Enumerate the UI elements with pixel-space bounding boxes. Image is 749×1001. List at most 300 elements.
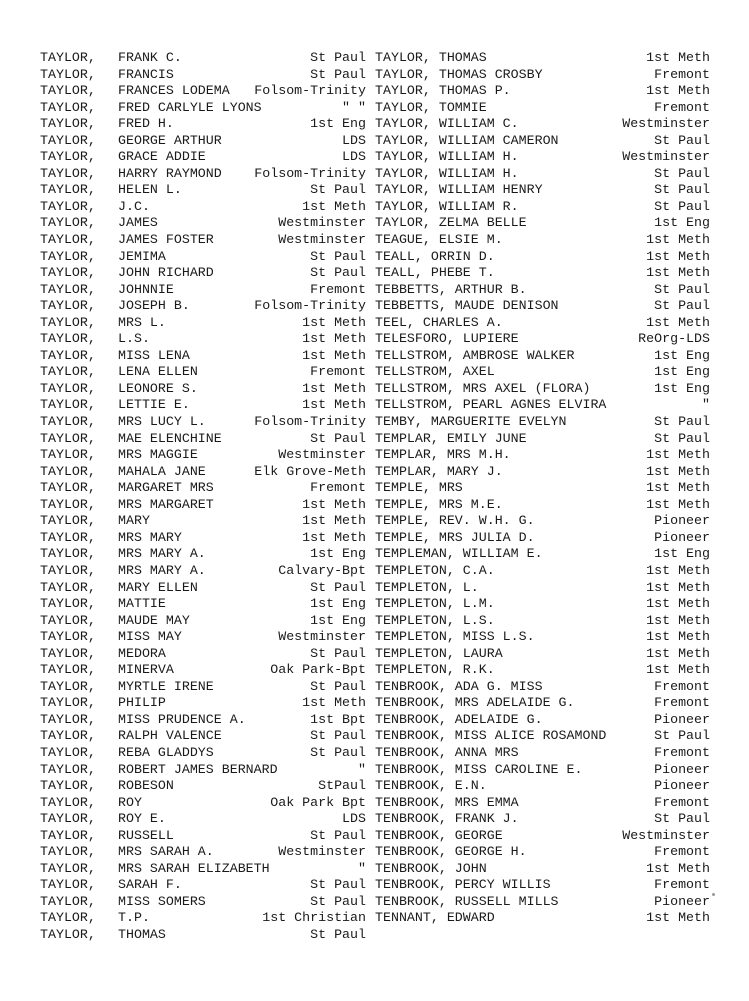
entry-row	[375, 828, 710, 845]
full-name: TEMBY, MARGUERITE EVELYN	[375, 414, 567, 430]
entry-row	[40, 166, 366, 183]
full-name: TENBROOK, RUSSELL MILLS	[375, 893, 559, 909]
entry-row	[40, 414, 366, 431]
given-name: MINERVA	[118, 662, 174, 678]
entry-row	[40, 811, 366, 828]
surname: TAYLOR,	[40, 562, 96, 578]
surname: TAYLOR,	[40, 347, 96, 363]
entry-row	[375, 199, 710, 216]
church: Folsom-Trinity	[254, 414, 366, 430]
surname: TAYLOR,	[40, 678, 96, 694]
full-name: TELESFORO, LUPIERE	[375, 331, 519, 347]
given-name: MRS MARY	[118, 529, 182, 545]
surname: TAYLOR,	[40, 281, 96, 297]
church: Pioneer	[654, 513, 710, 529]
entry-row	[40, 894, 366, 911]
full-name: TENBROOK, ADELAIDE G.	[375, 711, 543, 727]
entry-row	[375, 580, 710, 597]
entry-row	[375, 546, 710, 563]
church: LDS	[342, 149, 366, 165]
given-name: THOMAS	[118, 926, 166, 942]
surname: TAYLOR,	[40, 827, 96, 843]
entry-row	[40, 348, 366, 365]
entry-row	[375, 480, 710, 497]
full-name: TEMPLETON, LAURA	[375, 645, 503, 661]
entry-row	[40, 613, 366, 630]
church: 1st Meth	[646, 447, 710, 463]
given-name: MATTIE	[118, 596, 166, 612]
church: St Paul	[654, 298, 710, 314]
church: St Paul	[654, 281, 710, 297]
entry-row	[40, 431, 366, 448]
church: Westminster	[278, 844, 366, 860]
given-name: MARY	[118, 513, 150, 529]
church: Pioneer	[654, 778, 710, 794]
full-name: TAYLOR, WILLIAM H.	[375, 165, 519, 181]
surname: TAYLOR,	[40, 83, 96, 99]
full-name: TEMPLETON, L.M.	[375, 596, 495, 612]
entry-row	[40, 133, 366, 150]
entry-row	[40, 381, 366, 398]
church: 1st Eng	[310, 546, 366, 562]
given-name: ROY E.	[118, 811, 166, 827]
church: 1st Meth	[646, 629, 710, 645]
given-name: MISS LENA	[118, 347, 190, 363]
entry-row	[40, 282, 366, 299]
church: 1st Meth	[302, 496, 366, 512]
church: Calvary-Bpt	[278, 562, 366, 578]
entry-row	[375, 100, 710, 117]
entry-row	[40, 877, 366, 894]
full-name: TEMPLE, REV. W.H. G.	[375, 513, 535, 529]
church: 1st Eng	[310, 596, 366, 612]
surname: TAYLOR,	[40, 546, 96, 562]
church: St Paul	[310, 728, 366, 744]
surname: TAYLOR,	[40, 629, 96, 645]
entry-row	[375, 728, 710, 745]
given-name: FRED CARLYLE LYONS	[118, 99, 262, 115]
entry-row	[375, 67, 710, 84]
full-name: TENBROOK, GEORGE	[375, 827, 503, 843]
entry-row	[375, 414, 710, 431]
surname: TAYLOR,	[40, 877, 96, 893]
entry-row	[40, 331, 366, 348]
entry-row	[40, 646, 366, 663]
church: 1st Meth	[646, 50, 710, 65]
church: St Paul	[310, 744, 366, 760]
church: StPaul	[318, 778, 366, 794]
entry-row	[375, 530, 710, 547]
entry-row	[375, 116, 710, 133]
entry-row	[40, 232, 366, 249]
given-name: MAHALA JANE	[118, 463, 206, 479]
full-name: TELLSTROM, AMBROSE WALKER	[375, 347, 575, 363]
surname: TAYLOR,	[40, 66, 96, 82]
entry-row	[375, 166, 710, 183]
entry-row	[375, 877, 710, 894]
entry-row	[40, 149, 366, 166]
church: 1st Eng	[654, 546, 710, 562]
given-name: FRANCIS	[118, 66, 174, 82]
surname: TAYLOR,	[40, 132, 96, 148]
church: 1st Eng	[654, 215, 710, 231]
full-name: TENBROOK, JOHN	[375, 860, 487, 876]
entry-row	[40, 712, 366, 729]
church: 1st Meth	[302, 314, 366, 330]
entry-row	[40, 116, 366, 133]
full-name: TENBROOK, PERCY WILLIS	[375, 877, 551, 893]
given-name: ROBESON	[118, 778, 174, 794]
given-name: PHILIP	[118, 695, 166, 711]
church: Folsom-Trinity	[254, 83, 366, 99]
church: 1st Meth	[646, 480, 710, 496]
church: Oak Park-Bpt	[270, 662, 366, 678]
entry-row	[375, 894, 710, 911]
church: 1st Eng	[310, 116, 366, 132]
surname: TAYLOR,	[40, 910, 96, 926]
full-name: TAYLOR, WILLIAM H.	[375, 149, 519, 165]
surname: TAYLOR,	[40, 149, 96, 165]
church: Westminster	[622, 149, 710, 165]
church: St Paul	[310, 827, 366, 843]
church: 1st Meth	[646, 83, 710, 99]
entry-row	[375, 265, 710, 282]
given-name: MRS MARGARET	[118, 496, 214, 512]
full-name: TAYLOR, THOMAS	[375, 50, 487, 65]
full-name: TENBROOK, ADA G. MISS	[375, 678, 543, 694]
church: St Paul	[654, 198, 710, 214]
entry-row	[375, 679, 710, 696]
full-name: TEALL, ORRIN D.	[375, 248, 495, 264]
church: 1st Meth	[302, 331, 366, 347]
surname: TAYLOR,	[40, 314, 96, 330]
given-name: SARAH F.	[118, 877, 182, 893]
surname: TAYLOR,	[40, 298, 96, 314]
entry-row	[375, 795, 710, 812]
church: St Paul	[310, 66, 366, 82]
full-name: TENNANT, EDWARD	[375, 910, 495, 926]
surname: TAYLOR,	[40, 364, 96, 380]
entry-row	[40, 397, 366, 414]
entry-row	[375, 811, 710, 828]
surname: TAYLOR,	[40, 182, 96, 198]
church: St Paul	[654, 182, 710, 198]
surname: TAYLOR,	[40, 529, 96, 545]
church: Oak Park Bpt	[270, 794, 366, 810]
church: 1st Meth	[302, 529, 366, 545]
entry-row	[40, 182, 366, 199]
surname: TAYLOR,	[40, 794, 96, 810]
church: Fremont	[310, 281, 366, 297]
given-name: MISS PRUDENCE A.	[118, 711, 246, 727]
full-name: TAYLOR, ZELMA BELLE	[375, 215, 527, 231]
full-name: TENBROOK, MISS ALICE ROSAMOND	[375, 728, 607, 744]
full-name: TEAGUE, ELSIE M.	[375, 232, 503, 248]
full-name: TAYLOR, THOMAS CROSBY	[375, 66, 543, 82]
church: St Paul	[310, 579, 366, 595]
paper-speck	[712, 893, 715, 896]
surname: TAYLOR,	[40, 761, 96, 777]
full-name: TEMPLAR, MRS M.H.	[375, 447, 511, 463]
given-name: ROY	[118, 794, 142, 810]
church: Pioneer	[654, 893, 710, 909]
entry-row	[40, 215, 366, 232]
entry-row	[40, 679, 366, 696]
surname: TAYLOR,	[40, 414, 96, 430]
church: Westminster	[622, 116, 710, 132]
entry-row	[40, 580, 366, 597]
full-name: TEMPLAR, EMILY JUNE	[375, 430, 527, 446]
church: St Paul	[310, 50, 366, 65]
surname: TAYLOR,	[40, 265, 96, 281]
entry-row	[40, 795, 366, 812]
entry-row	[40, 67, 366, 84]
surname: TAYLOR,	[40, 711, 96, 727]
given-name: HARRY RAYMOND	[118, 165, 222, 181]
entry-row	[40, 828, 366, 845]
entry-row	[375, 133, 710, 150]
surname: TAYLOR,	[40, 215, 96, 231]
entry-row	[40, 596, 366, 613]
given-name: MAUDE MAY	[118, 612, 190, 628]
church: 1st Meth	[302, 397, 366, 413]
given-name: FRED H.	[118, 116, 174, 132]
full-name: TEMPLETON, L.	[375, 579, 479, 595]
entry-row	[375, 249, 710, 266]
church: 1st Meth	[646, 910, 710, 926]
church: Westminster	[278, 447, 366, 463]
full-name: TAYLOR, WILLIAM HENRY	[375, 182, 543, 198]
entry-row	[40, 861, 366, 878]
entry-row	[375, 381, 710, 398]
church: 1st Meth	[302, 695, 366, 711]
church: 1st Meth	[302, 198, 366, 214]
given-name: MRS MAGGIE	[118, 447, 198, 463]
church: Fremont	[654, 66, 710, 82]
surname: TAYLOR,	[40, 513, 96, 529]
church: Folsom-Trinity	[254, 165, 366, 181]
surname: TAYLOR,	[40, 116, 96, 132]
church: St Paul	[654, 728, 710, 744]
church: "	[358, 860, 366, 876]
entry-row	[40, 83, 366, 100]
entry-row	[40, 249, 366, 266]
church: 1st Meth	[646, 562, 710, 578]
entry-row	[375, 364, 710, 381]
church: Westminster	[278, 629, 366, 645]
church: ReOrg-LDS	[638, 331, 710, 347]
given-name: GEORGE ARTHUR	[118, 132, 222, 148]
church: Fremont	[654, 877, 710, 893]
entry-row	[375, 447, 710, 464]
entry-row	[40, 265, 366, 282]
full-name: TELLSTROM, AXEL	[375, 364, 495, 380]
church: LDS	[342, 132, 366, 148]
church: Westminster	[622, 827, 710, 843]
given-name: MARGARET MRS	[118, 480, 214, 496]
given-name: HELEN L.	[118, 182, 182, 198]
church: 1st Meth	[646, 265, 710, 281]
entry-row	[375, 762, 710, 779]
church: Fremont	[654, 844, 710, 860]
full-name: TENBROOK, MRS ADELAIDE G.	[375, 695, 575, 711]
full-name: TEMPLAR, MARY J.	[375, 463, 503, 479]
church: Fremont	[654, 99, 710, 115]
church: 1st Meth	[302, 347, 366, 363]
given-name: LENA ELLEN	[118, 364, 198, 380]
church: St Paul	[310, 430, 366, 446]
entry-row	[375, 464, 710, 481]
church: St Paul	[654, 165, 710, 181]
surname: TAYLOR,	[40, 860, 96, 876]
entry-row	[375, 695, 710, 712]
surname: TAYLOR,	[40, 165, 96, 181]
entry-row	[375, 513, 710, 530]
surname: TAYLOR,	[40, 844, 96, 860]
full-name: TAYLOR, WILLIAM R.	[375, 198, 519, 214]
entry-row	[375, 331, 710, 348]
full-name: TEMPLE, MRS M.E.	[375, 496, 503, 512]
given-name: FRANCES LODEMA	[118, 83, 230, 99]
surname: TAYLOR,	[40, 728, 96, 744]
entry-row	[375, 282, 710, 299]
given-name: MRS SARAH ELIZABETH	[118, 860, 270, 876]
entry-row	[375, 712, 710, 729]
entry-row	[40, 199, 366, 216]
entry-row	[40, 910, 366, 927]
full-name: TAYLOR, WILLIAM CAMERON	[375, 132, 559, 148]
given-name: GRACE ADDIE	[118, 149, 206, 165]
surname: TAYLOR,	[40, 926, 96, 942]
full-name: TENBROOK, MISS CAROLINE E.	[375, 761, 583, 777]
church: St Paul	[654, 414, 710, 430]
full-name: TENBROOK, MRS EMMA	[375, 794, 519, 810]
surname: TAYLOR,	[40, 397, 96, 413]
given-name: MRS L.	[118, 314, 166, 330]
entry-row	[375, 215, 710, 232]
entry-row	[40, 464, 366, 481]
surname: TAYLOR,	[40, 612, 96, 628]
church: Fremont	[310, 480, 366, 496]
surname: TAYLOR,	[40, 480, 96, 496]
surname: TAYLOR,	[40, 662, 96, 678]
surname: TAYLOR,	[40, 380, 96, 396]
entry-row	[40, 728, 366, 745]
given-name: MISS MAY	[118, 629, 182, 645]
entry-row	[375, 397, 710, 414]
church: St Paul	[310, 265, 366, 281]
entry-row	[375, 497, 710, 514]
entry-row	[40, 745, 366, 762]
given-name: RUSSELL	[118, 827, 174, 843]
church: Pioneer	[654, 711, 710, 727]
church: 1st Eng	[654, 364, 710, 380]
given-name: JOSEPH B.	[118, 298, 190, 314]
surname: TAYLOR,	[40, 778, 96, 794]
church: LDS	[342, 811, 366, 827]
entry-row	[40, 762, 366, 779]
full-name: TENBROOK, E.N.	[375, 778, 487, 794]
given-name: MRS MARY A.	[118, 562, 206, 578]
full-name: TEMPLETON, L.S.	[375, 612, 495, 628]
given-name: ROBERT JAMES BERNARD	[118, 761, 278, 777]
church: 1st Meth	[302, 380, 366, 396]
church: Elk Grove-Meth	[254, 463, 366, 479]
entry-row	[375, 348, 710, 365]
entry-row	[375, 298, 710, 315]
church: 1st Meth	[646, 314, 710, 330]
surname: TAYLOR,	[40, 596, 96, 612]
full-name: TELLSTROM, MRS AXEL (FLORA)	[375, 380, 591, 396]
given-name: JAMES	[118, 215, 158, 231]
church: 1st Meth	[646, 463, 710, 479]
full-name: TENBROOK, FRANK J.	[375, 811, 519, 827]
entry-row	[375, 563, 710, 580]
entry-row	[375, 778, 710, 795]
church: Westminster	[278, 215, 366, 231]
entry-row	[375, 596, 710, 613]
entry-row	[40, 364, 366, 381]
church: 1st Meth	[302, 513, 366, 529]
church: Fremont	[654, 678, 710, 694]
entry-row	[40, 480, 366, 497]
entry-row	[40, 695, 366, 712]
entry-row	[375, 662, 710, 679]
given-name: MEDORA	[118, 645, 166, 661]
church: Fremont	[654, 695, 710, 711]
surname: TAYLOR,	[40, 579, 96, 595]
full-name: TEMPLETON, C.A.	[375, 562, 495, 578]
church: "	[702, 397, 710, 413]
entry-row	[375, 613, 710, 630]
church: St Paul	[310, 182, 366, 198]
full-name: TAYLOR, WILLIAM C.	[375, 116, 519, 132]
entry-row	[375, 629, 710, 646]
entry-row	[40, 447, 366, 464]
entry-row	[375, 910, 710, 927]
surname: TAYLOR,	[40, 430, 96, 446]
given-name: RALPH VALENCE	[118, 728, 222, 744]
church: 1st Meth	[646, 496, 710, 512]
surname: TAYLOR,	[40, 811, 96, 827]
full-name: TEBBETTS, ARTHUR B.	[375, 281, 527, 297]
full-name: TEALL, PHEBE T.	[375, 265, 495, 281]
entry-row	[375, 861, 710, 878]
church: St Paul	[310, 678, 366, 694]
full-name: TEBBETTS, MAUDE DENISON	[375, 298, 559, 314]
surname: TAYLOR,	[40, 99, 96, 115]
church: 1st Meth	[646, 232, 710, 248]
given-name: REBA GLADDYS	[118, 744, 214, 760]
entry-row	[375, 844, 710, 861]
church: St Paul	[310, 645, 366, 661]
church: " "	[342, 99, 366, 115]
church: St Paul	[310, 893, 366, 909]
church: 1st Bpt	[310, 711, 366, 727]
church: Pioneer	[654, 761, 710, 777]
church: 1st Meth	[646, 612, 710, 628]
entry-row	[375, 182, 710, 199]
church: Pioneer	[654, 529, 710, 545]
full-name: TAYLOR, TOMMIE	[375, 99, 487, 115]
full-name: TEMPLE, MRS JULIA D.	[375, 529, 535, 545]
given-name: LEONORE S.	[118, 380, 198, 396]
given-name: MRS MARY A.	[118, 546, 206, 562]
entry-row	[375, 232, 710, 249]
full-name: TEMPLETON, MISS L.S.	[375, 629, 535, 645]
given-name: MISS SOMERS	[118, 893, 206, 909]
given-name: L.S.	[118, 331, 150, 347]
